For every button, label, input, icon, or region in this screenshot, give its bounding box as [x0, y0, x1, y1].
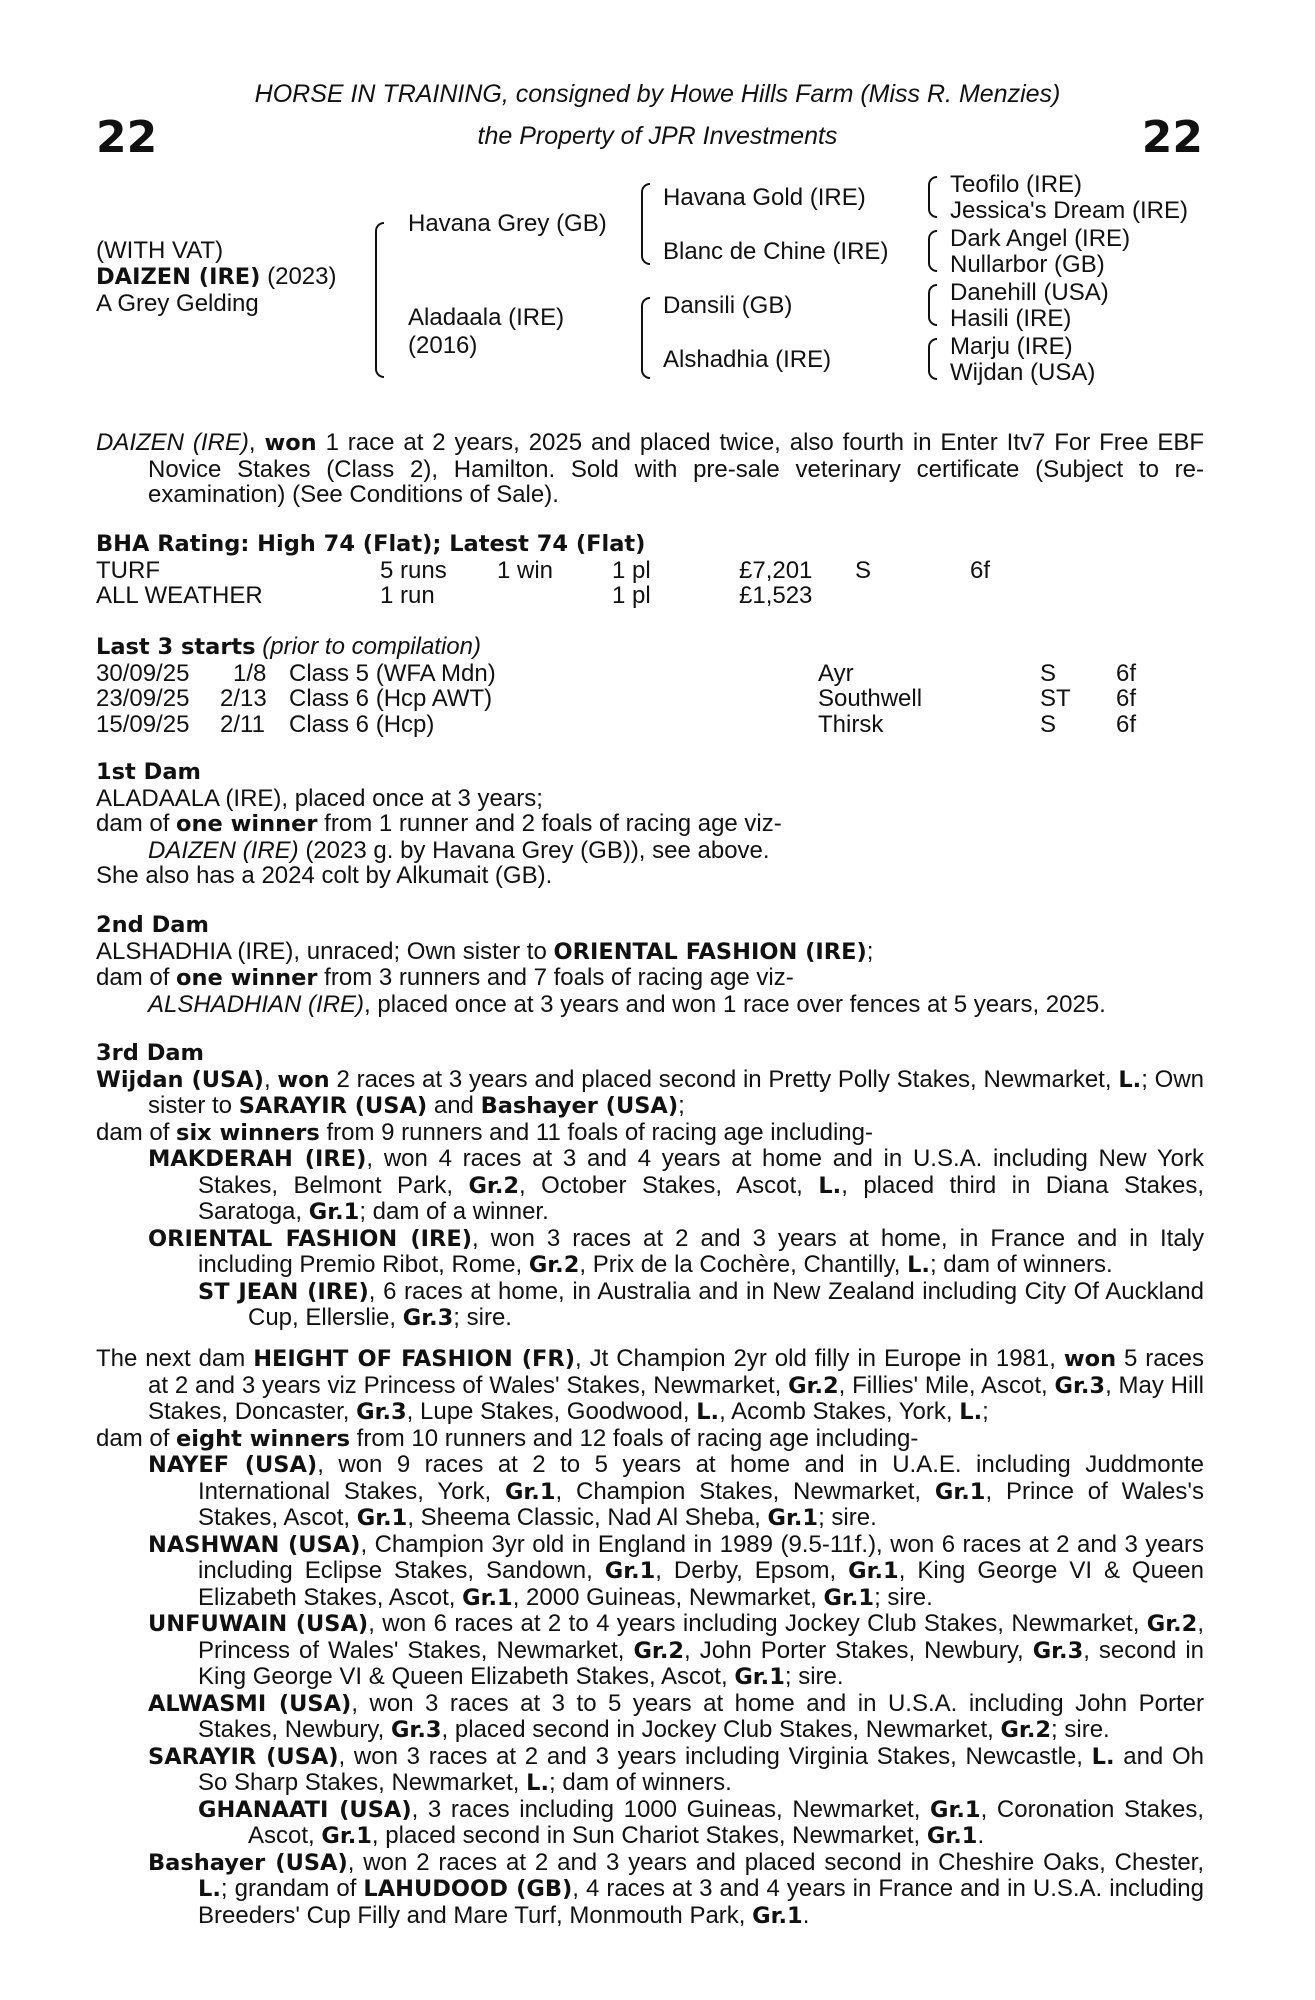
pedigree-sire-dam: Blanc de Chine (IRE)	[663, 238, 889, 265]
pedigree-brace-sire	[641, 183, 650, 265]
property-line: the Property of JPR Investments	[477, 122, 838, 150]
progeny-nashwan: NASHWAN (USA), Champion 3yr old in England in 1989 (9.5-11f.), won 6 races at 2 and 3 years including Eclipse Stakes, Sandown, Gr.1, Derby, Epsom, Gr.1, King George VI & Queen Elizabeth Stakes, Ascot, Gr.1, 2000 Guineas, Newmarket, Gr.1; sire.	[148, 1530, 1204, 1611]
horse-summary: DAIZEN (IRE), won 1 race at 2 years, 2025 and placed twice, also fourth in Enter Itv7 For Free EBF Novice Stakes (Class 2), Hamilton. Sold with pre-sale veterinary certificate (Subject to re-examination) (See Conditions of Sale).	[96, 429, 1205, 508]
start-row: 15/09/25 2/11 Class 6 (Hcp) Thirsk S 6f	[96, 710, 1137, 738]
second-dam-line2: dam of one winner from 3 runners and 7 foals of racing age viz-	[96, 964, 794, 991]
rating-row-all-weather: ALL WEATHER 1 run 1 pl £1,523	[96, 582, 813, 609]
bha-rating-title: BHA Rating: High 74 (Flat); Latest 74 (Flat)	[96, 531, 646, 557]
second-dam-block	[96, 913, 1204, 1017]
pedigree-g2: Jessica's Dream (IRE)	[950, 197, 1188, 224]
first-dam-line2: dam of one winner from 1 runner and 2 foals of racing age viz-	[96, 810, 782, 837]
next-dam-summary: The next dam HEIGHT OF FASHION (FR), Jt Champion 2yr old filly in Europe in 1981, won 5 races at 2 and 3 years viz Princess of Wales' Stakes, Newmarket, Gr.2, Fillies' Mile, Ascot, Gr.3, May Hill Stakes, Doncaster, Gr.3, Lupe Stakes, Goodwood, L., Acomb Stakes, York, L.;	[96, 1345, 1205, 1425]
start-row: 30/09/25 1/8 Class 5 (WFA Mdn) Ayr S 6f	[96, 659, 1137, 687]
starts-title: Last 3 starts (prior to compilation)	[96, 633, 481, 660]
summary-block	[96, 430, 1204, 508]
third-dam-produce: dam of six winners from 9 runners and 11 foals of racing age including-	[96, 1118, 873, 1146]
second-dam-progeny: ALSHADHIAN (IRE), placed once at 3 years and won 1 race over fences at 5 years, 2025.	[148, 990, 1106, 1018]
first-dam-title: 1st Dam	[96, 759, 201, 785]
lot-number-right: 22	[1141, 112, 1203, 163]
pedigree-dam-dam: Alshadhia (IRE)	[663, 346, 832, 373]
third-dam-summary: Wijdan (USA), won 2 races at 3 years and placed second in Pretty Polly Stakes, Newmarket, L.; Own sister to SARAYIR (USA) and Bashayer (USA);	[96, 1065, 1204, 1119]
progeny-ghanaati: GHANAATI (USA), 3 races including 1000 Guineas, Newmarket, Gr.1, Coronation Stakes, Ascot, Gr.1, placed second in Sun Chariot Stakes, Newmarket, Gr.1.	[198, 1795, 1204, 1849]
pedigree-dam: Aladaala (IRE)	[408, 304, 565, 331]
third-dam-block	[96, 1041, 1204, 1332]
pedigree-g5: Danehill (USA)	[950, 279, 1109, 306]
pedigree-dam-year: (2016)	[408, 332, 478, 359]
pedigree-sire: Havana Grey (GB)	[408, 210, 607, 237]
third-dam-title: 3rd Dam	[96, 1040, 204, 1066]
lot-number-left: 22	[96, 112, 158, 163]
starts-block	[96, 634, 1204, 737]
horse-description: A Grey Gelding	[96, 290, 259, 317]
progeny-alwasmi: ALWASMI (USA), won 3 races at 3 to 5 years at home and in U.S.A. including John Porter Stakes, Newbury, Gr.3, placed second in Jockey Club Stakes, Newmarket, Gr.2; sire.	[148, 1689, 1204, 1743]
second-dam-line1: ALSHADHIA (IRE), unraced; Own sister to ORIENTAL FASHION (IRE);	[96, 937, 874, 965]
progeny-unfuwain: UNFUWAIN (USA), won 6 races at 2 to 4 years including Jockey Club Stakes, Newmarket, Gr.2, Princess of Wales' Stakes, Newmarket, Gr.2, John Porter Stakes, Newbury, Gr.3, second in King George VI & Queen Elizabeth Stakes, Ascot, Gr.1; sire.	[148, 1610, 1204, 1690]
first-dam-line1: ALADAALA (IRE), placed once at 3 years;	[96, 784, 543, 812]
horse-name: DAIZEN (IRE)	[96, 264, 261, 290]
horse-year: (2023)	[260, 263, 337, 290]
pedigree-brace-g1	[928, 176, 937, 218]
pedigree-dam-sire: Dansili (GB)	[663, 292, 793, 319]
vat-note: (WITH VAT)	[96, 237, 224, 264]
pedigree-g1: Teofilo (IRE)	[950, 171, 1083, 198]
horse-name-line	[96, 264, 337, 291]
pedigree-g6: Hasili (IRE)	[950, 305, 1072, 332]
second-dam-title: 2nd Dam	[96, 912, 209, 938]
progeny-oriental-fashion: ORIENTAL FASHION (IRE), won 3 races at 2 and 3 years at home, in France and in Italy including Premio Ribot, Rome, Gr.2, Prix de la Cochère, Chantilly, L.; dam of winners.	[148, 1224, 1204, 1278]
pedigree-brace-main	[375, 222, 384, 378]
pedigree-g8: Wijdan (USA)	[950, 359, 1096, 386]
progeny-bashayer: Bashayer (USA), won 2 races at 2 and 3 years and placed second in Cheshire Oaks, Chester, L.; grandam of LAHUDOOD (GB), 4 races at 3 and 4 years in France and in U.S.A. including Breeders' Cup Filly and Mare Turf, Monmouth Park, Gr.1.	[148, 1848, 1205, 1929]
first-dam-progeny: DAIZEN (IRE) (2023 g. by Havana Grey (GB)), see above.	[148, 836, 770, 864]
progeny-makderah: MAKDERAH (IRE), won 4 races at 3 and 4 years at home and in U.S.A. including New York Stakes, Belmont Park, Gr.2, October Stakes, Ascot, L., placed third in Diana Stakes, Saratoga, Gr.1; dam of a winner.	[148, 1145, 1204, 1225]
pedigree-brace-dam	[641, 297, 650, 379]
consignor-line: HORSE IN TRAINING, consigned by Howe Hills Farm (Miss R. Menzies)	[254, 80, 1061, 108]
rating-block	[96, 532, 1204, 609]
pedigree-brace-g4	[928, 338, 937, 380]
first-dam-block	[96, 760, 1204, 889]
pedigree-g3: Dark Angel (IRE)	[950, 225, 1131, 252]
pedigree-sire-sire: Havana Gold (IRE)	[663, 184, 866, 211]
progeny-sarayir: SARAYIR (USA), won 3 races at 2 and 3 years including Virginia Stakes, Newcastle, L. and Oh So Sharp Stakes, Newmarket, L.; dam of winners.	[148, 1742, 1205, 1796]
rating-row-turf: TURF 5 runs 1 win 1 pl £7,201 S 6f	[96, 556, 991, 584]
pedigree-brace-g3	[928, 284, 937, 326]
progeny-st-jean: ST JEAN (IRE), 6 races at home, in Australia and in New Zealand including City Of Auckland Cup, Ellerslie, Gr.3; sire.	[198, 1277, 1204, 1331]
start-row: 23/09/25 2/13 Class 6 (Hcp AWT) Southwell ST 6f	[96, 685, 1137, 712]
next-dam-block	[96, 1346, 1204, 1929]
first-dam-line4: She also has a 2024 colt by Alkumait (GB).	[96, 862, 553, 889]
progeny-nayef: NAYEF (USA), won 9 races at 2 to 5 years at home and in U.A.E. including Juddmonte International Stakes, York, Gr.1, Champion Stakes, Newmarket, Gr.1, Prince of Wales's Stakes, Ascot, Gr.1, Sheema Classic, Nad Al Sheba, Gr.1; sire.	[148, 1451, 1204, 1531]
pedigree-g7: Marju (IRE)	[950, 333, 1073, 360]
pedigree-brace-g2	[928, 230, 937, 272]
pedigree-g4: Nullarbor (GB)	[950, 251, 1105, 278]
next-dam-produce: dam of eight winners from 10 runners and 12 foals of racing age including-	[96, 1424, 919, 1452]
